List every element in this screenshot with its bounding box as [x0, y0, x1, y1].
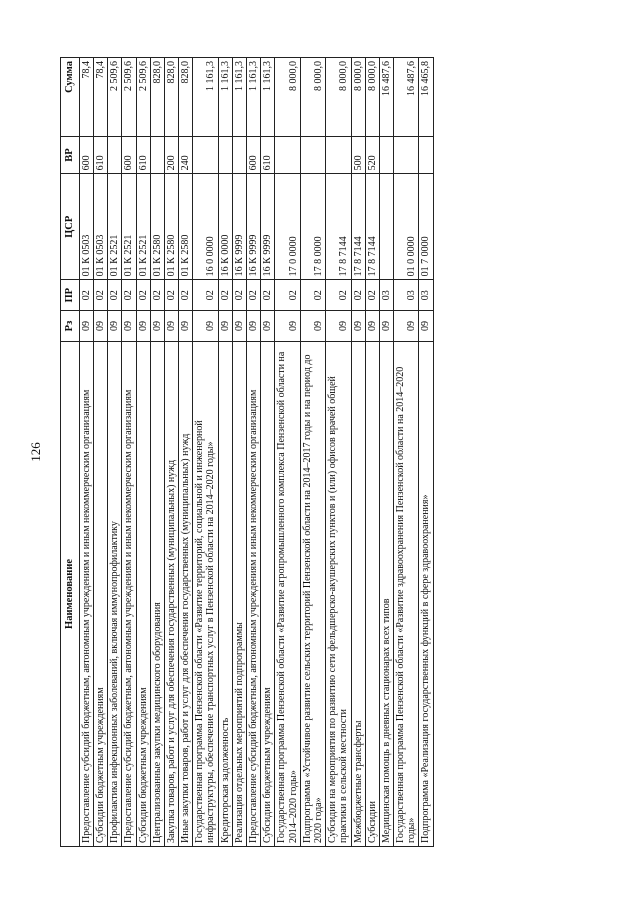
- cell-pr: 02: [232, 280, 246, 311]
- cell-rz: 09: [247, 311, 261, 342]
- table-row: [379, 58, 393, 847]
- cell-pr: 02: [164, 280, 178, 311]
- cell-csr: 16 0 0000: [193, 174, 218, 280]
- table-row: [300, 58, 325, 847]
- cell-name: Государственная программа Пензенской области «Развитие здравоохранения Пензенской области на 2014–2020 годы»: [394, 341, 419, 846]
- cell-name: Предоставление субсидий бюджетным, автономным учреждениям и иным некоммерческим организациям: [247, 341, 261, 846]
- cell-csr: 01 К 2580: [164, 174, 178, 280]
- table-row: [261, 58, 275, 847]
- cell-vr: [275, 136, 300, 174]
- table-row: [164, 58, 178, 847]
- cell-csr: 16 К 9999: [247, 174, 261, 280]
- cell-name: Медицинская помощь в дневных стационарах всех типов: [379, 341, 393, 846]
- cell-pr: 02: [351, 280, 365, 311]
- cell-csr: 17 8 7144: [365, 174, 379, 280]
- cell-vr: 600: [122, 136, 136, 174]
- cell-csr: 16 К 9999: [261, 174, 275, 280]
- cell-sum: 828,0: [164, 58, 178, 137]
- cell-pr: 02: [193, 280, 218, 311]
- cell-rz: 09: [218, 311, 232, 342]
- cell-rz: 09: [193, 311, 218, 342]
- cell-vr: [108, 136, 122, 174]
- cell-sum: 828,0: [179, 58, 193, 137]
- table-row: [365, 58, 379, 847]
- cell-rz: 09: [326, 311, 351, 342]
- cell-sum: 16 465,8: [419, 58, 433, 137]
- cell-sum: 1 161,3: [261, 58, 275, 137]
- cell-pr: 02: [93, 280, 107, 311]
- cell-name: Закупка товаров, работ и услуг для обеспечения государственных (муниципальных) нужд: [164, 341, 178, 846]
- cell-sum: 1 161,3: [232, 58, 246, 137]
- cell-rz: 09: [93, 311, 107, 342]
- table-row: [394, 58, 419, 847]
- cell-pr: 02: [275, 280, 300, 311]
- cell-name: Государственная программа Пензенской области «Развитие агропромышленного комплекса Пензенской области на 2014–2020 годы»: [275, 341, 300, 846]
- cell-vr: [193, 136, 218, 174]
- cell-name: Субсидии бюджетным учреждениям: [136, 341, 150, 846]
- page-number: 126: [28, 442, 43, 462]
- cell-csr: 16 К 9999: [232, 174, 246, 280]
- cell-sum: 16 487,6: [379, 58, 393, 137]
- table-row: [351, 58, 365, 847]
- cell-csr: 01 К 0503: [93, 174, 107, 280]
- cell-rz: 09: [275, 311, 300, 342]
- cell-pr: 02: [300, 280, 325, 311]
- cell-vr: [218, 136, 232, 174]
- cell-vr: [419, 136, 433, 174]
- cell-vr: [150, 136, 164, 174]
- cell-vr: 600: [79, 136, 93, 174]
- table-row: [93, 58, 107, 847]
- cell-csr: 01 К 2580: [150, 174, 164, 280]
- cell-sum: 8 000,0: [326, 58, 351, 137]
- cell-rz: 09: [419, 311, 433, 342]
- cell-name: Предоставление субсидий бюджетным, автономным учреждениям и иным некоммерческим организациям: [122, 341, 136, 846]
- cell-name: Субсидии бюджетным учреждениям: [261, 341, 275, 846]
- cell-name: Субсидии на мероприятия по развитию сети фельдшерско-акушерских пунктов и (или) офисов врачей общей практики в сельской местности: [326, 341, 351, 846]
- cell-name: Подпрограмма «Реализация государственных функций в сфере здравоохранения»: [419, 341, 433, 846]
- cell-csr: 16 К 0000: [218, 174, 232, 280]
- cell-pr: 03: [394, 280, 419, 311]
- cell-pr: 02: [261, 280, 275, 311]
- table-row: [275, 58, 300, 847]
- cell-sum: 2 509,6: [122, 58, 136, 137]
- table-row: [150, 58, 164, 847]
- cell-pr: 02: [136, 280, 150, 311]
- cell-sum: 8 000,0: [365, 58, 379, 137]
- cell-name: Государственная программа Пензенской области «Развитие территорий, социальной и инженерной инфраструктуры, обеспечение транспортных услуг в Пензенской области на 2014–2020 годы»: [193, 341, 218, 846]
- cell-vr: [326, 136, 351, 174]
- cell-vr: 240: [179, 136, 193, 174]
- cell-csr: 01 К 2521: [136, 174, 150, 280]
- table-row: [218, 58, 232, 847]
- cell-name: Реализация отдельных мероприятий подпрограммы: [232, 341, 246, 846]
- cell-pr: 02: [179, 280, 193, 311]
- table-row: [247, 58, 261, 847]
- cell-name: Подпрограмма «Устойчивое развитие сельских территорий Пензенской области на 2014–2017 годы и на период до 2020 года»: [300, 341, 325, 846]
- cell-sum: 2 509,6: [108, 58, 122, 137]
- cell-pr: 02: [150, 280, 164, 311]
- cell-sum: 78,4: [79, 58, 93, 137]
- cell-rz: 09: [179, 311, 193, 342]
- cell-vr: 610: [93, 136, 107, 174]
- cell-pr: 03: [419, 280, 433, 311]
- cell-vr: [232, 136, 246, 174]
- table-row: [232, 58, 246, 847]
- cell-rz: 09: [164, 311, 178, 342]
- cell-sum: 1 161,3: [247, 58, 261, 137]
- cell-rz: 09: [232, 311, 246, 342]
- cell-csr: [379, 174, 393, 280]
- cell-csr: 01 К 2521: [108, 174, 122, 280]
- table-body: [79, 58, 433, 847]
- cell-name: Субсидии бюджетным учреждениям: [93, 341, 107, 846]
- cell-sum: 1 161,3: [218, 58, 232, 137]
- rotated-page-content: [60, 57, 580, 847]
- cell-name: Кредиторская задолженность: [218, 341, 232, 846]
- cell-sum: 2 509,6: [136, 58, 150, 137]
- table-row: [79, 58, 93, 847]
- cell-rz: 09: [394, 311, 419, 342]
- cell-vr: [379, 136, 393, 174]
- cell-pr: 02: [365, 280, 379, 311]
- cell-rz: 09: [300, 311, 325, 342]
- cell-sum: 1 161,3: [193, 58, 218, 137]
- cell-csr: 17 8 0000: [300, 174, 325, 280]
- cell-rz: 09: [379, 311, 393, 342]
- cell-rz: 09: [261, 311, 275, 342]
- table-row: [136, 58, 150, 847]
- table-row: [122, 58, 136, 847]
- cell-vr: [300, 136, 325, 174]
- cell-vr: 610: [136, 136, 150, 174]
- cell-vr: 600: [247, 136, 261, 174]
- table-row: [419, 58, 433, 847]
- cell-pr: 03: [379, 280, 393, 311]
- header-csr: ЦСР: [61, 174, 80, 280]
- table-row: [193, 58, 218, 847]
- header-name: Наименование: [61, 341, 80, 846]
- cell-rz: 09: [122, 311, 136, 342]
- cell-csr: 17 8 7144: [351, 174, 365, 280]
- cell-rz: 09: [351, 311, 365, 342]
- cell-name: Централизованные закупки медицинского оборудования: [150, 341, 164, 846]
- header-rz: Рз: [61, 311, 80, 342]
- cell-sum: 8 000,0: [275, 58, 300, 137]
- cell-rz: 09: [150, 311, 164, 342]
- cell-csr: 01 К 2580: [179, 174, 193, 280]
- cell-pr: 02: [218, 280, 232, 311]
- cell-pr: 02: [108, 280, 122, 311]
- header-vr: ВР: [61, 136, 80, 174]
- cell-pr: 02: [122, 280, 136, 311]
- cell-csr: 01 К 2521: [122, 174, 136, 280]
- table-row: [326, 58, 351, 847]
- cell-sum: 8 000,0: [351, 58, 365, 137]
- cell-rz: 09: [136, 311, 150, 342]
- cell-sum: 78,4: [93, 58, 107, 137]
- cell-vr: 500: [351, 136, 365, 174]
- header-pr: ПР: [61, 280, 80, 311]
- cell-name: Субсидии: [365, 341, 379, 846]
- cell-csr: 01 7 0000: [419, 174, 433, 280]
- cell-pr: 02: [79, 280, 93, 311]
- cell-rz: 09: [365, 311, 379, 342]
- cell-csr: 17 8 7144: [326, 174, 351, 280]
- cell-csr: 01 К 0503: [79, 174, 93, 280]
- cell-name: Предоставление субсидий бюджетным, автономным учреждениям и иным некоммерческим организациям: [79, 341, 93, 846]
- cell-vr: 520: [365, 136, 379, 174]
- cell-pr: 02: [247, 280, 261, 311]
- table-row: [179, 58, 193, 847]
- cell-sum: 16 487,6: [394, 58, 419, 137]
- cell-sum: 828,0: [150, 58, 164, 137]
- cell-name: Иные закупки товаров, работ и услуг для обеспечения государственных (муниципальных) нужд: [179, 341, 193, 846]
- cell-vr: 200: [164, 136, 178, 174]
- budget-table: [60, 57, 434, 847]
- cell-rz: 09: [108, 311, 122, 342]
- cell-name: Межбюджетные трансферты: [351, 341, 365, 846]
- cell-rz: 09: [79, 311, 93, 342]
- table-row: [108, 58, 122, 847]
- table-header-row: [61, 58, 80, 847]
- cell-csr: 01 0 0000: [394, 174, 419, 280]
- cell-csr: 17 0 0000: [275, 174, 300, 280]
- cell-vr: [394, 136, 419, 174]
- cell-name: Профилактика инфекционных заболеваний, включая иммунопрофилактику: [108, 341, 122, 846]
- cell-pr: 02: [326, 280, 351, 311]
- header-sum: Сумма: [61, 58, 80, 137]
- cell-vr: 610: [261, 136, 275, 174]
- cell-sum: 8 000,0: [300, 58, 325, 137]
